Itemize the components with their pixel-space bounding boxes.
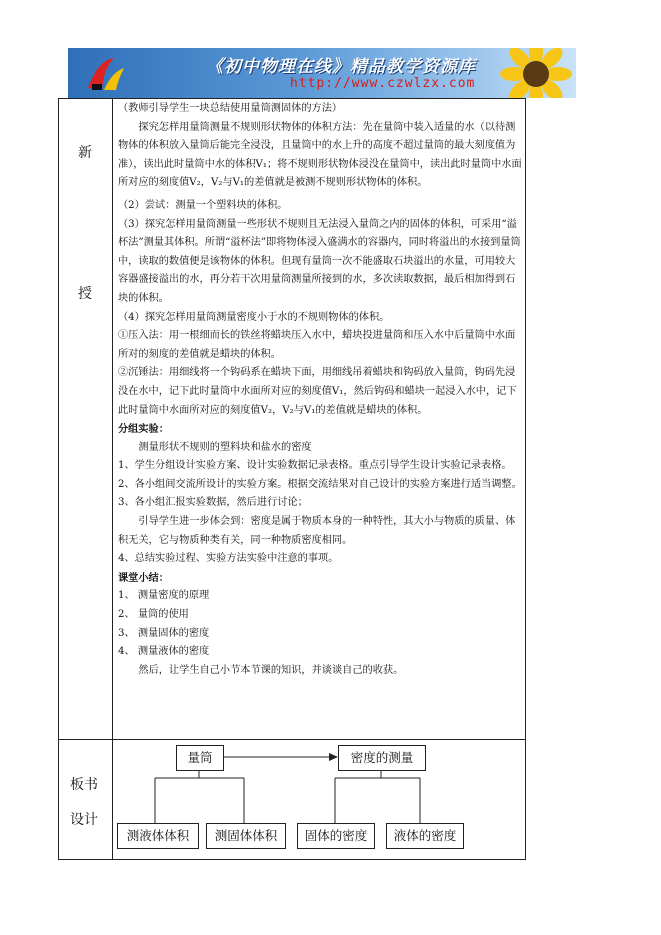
paragraph: 2、各小组间交流所设计的实验方案。根据交流结果对自己设计的实验方案进行适当调整。 xyxy=(118,478,522,490)
diagram-node-solid-density: 固体的密度 xyxy=(297,823,375,849)
paragraph: 4、总结实验过程、实验方法实验中注意的事项。 xyxy=(118,553,339,565)
diagram-node-density-measure: 密度的测量 xyxy=(338,745,426,771)
banner-url[interactable]: http://www.czwlzx.com xyxy=(290,76,476,91)
list-item: 3、 测量固体的密度 xyxy=(118,627,210,639)
label-banshu: 板书 xyxy=(70,777,98,793)
list-item: 1、 测量密度的原理 xyxy=(118,590,210,602)
label-xin: 新 xyxy=(78,145,92,161)
paragraph: （教师引导学生一块总结使用量筒测固体的方法） xyxy=(118,103,343,114)
paragraph: ①压入法：用一根细而长的铁丝将蜡块压入水中，蜡块投进量筒和压入水中后量筒中水面所对的刻度的差值就是蜡块的体积。 xyxy=(118,330,516,360)
paragraph: 引导学生进一步体会到：密度是属于物质本身的一种特性，其大小与物质的质量、体积无关，它与物质种类有关，同一种物质密度相同。 xyxy=(118,516,516,546)
list-item: 2、 量筒的使用 xyxy=(118,609,189,621)
diagram-node-liangtong: 量筒 xyxy=(176,745,224,771)
paragraph: ②沉锤法：用细线将一个钩码系在蜡块下面，用细线吊着蜡块和钩码放入量筒，钩码先浸没在水中，记下此时量筒中水面所对应的刻度值V₁，然后钩码和蜡块一起浸入水中，记下此时量筒中水面所对应的刻度值V₂，V₂与V₁的差值就是蜡块的体积。 xyxy=(118,367,517,416)
paragraph: 测量形状不规则的塑料块和盐水的密度 xyxy=(138,441,312,453)
paragraph: （2）尝试：测量一个塑料块的体积。 xyxy=(118,199,288,211)
paragraph: 3、各小组汇报实验数据，然后进行讨论； xyxy=(118,497,308,509)
banner-title: 《初中物理在线》精品教学资源库 xyxy=(206,57,476,77)
paragraph: （3）探究怎样用量筒测量一些形状不规则且无法浸入量筒之内的固体的体积，可采用“溢杯法”测量其体积。所谓“溢杯法”即将物体浸入盛满水的容器内，同时将溢出的水接到量筒中，读取的数值便是该物体的体积。但现有量筒一次不能盛取石块溢出的水量，可用较大容器盛接溢出的水，再分若干次用量筒测量所接到的水，多次读取数据，最后相加得到石块的体积。 xyxy=(118,218,521,304)
section-heading: 分组实验： xyxy=(118,423,169,436)
paragraph: 然后，让学生自己小节本节课的知识，并谈谈自己的收获。 xyxy=(138,664,404,676)
label-shou: 授 xyxy=(78,286,92,302)
diagram-node-liquid-volume: 测液体体积 xyxy=(117,823,199,849)
diagram-node-solid-volume: 测固体体积 xyxy=(206,823,286,849)
paragraph: 1、学生分组设计实验方案、设计实验数据记录表格。重点引导学生设计实验记录表格。 xyxy=(118,460,512,472)
diagram-node-liquid-density: 液体的密度 xyxy=(386,823,464,849)
section-heading: 课堂小结： xyxy=(118,571,169,584)
paragraph: （4）探究怎样用量筒测量密度小于水的不规则物体的体积。 xyxy=(118,311,390,323)
paragraph: 探究怎样用量筒测量不规则形状物体的体积方法：先在量筒中装入适量的水（以待测物体的体积放入量筒后能完全浸没，且量筒中的水上升的高度不超过量筒的最大刻度值为准），读出此时量筒中水的体积V₁；将不规则形状物体浸没在量筒中，读出此时量筒中水面所对应的刻度值V₂，V₂与V₁的差值就是被测不规则形状物体的体积。 xyxy=(118,121,522,189)
list-item: 4、 测量液体的密度 xyxy=(118,646,210,658)
label-sheji: 设计 xyxy=(70,812,98,828)
